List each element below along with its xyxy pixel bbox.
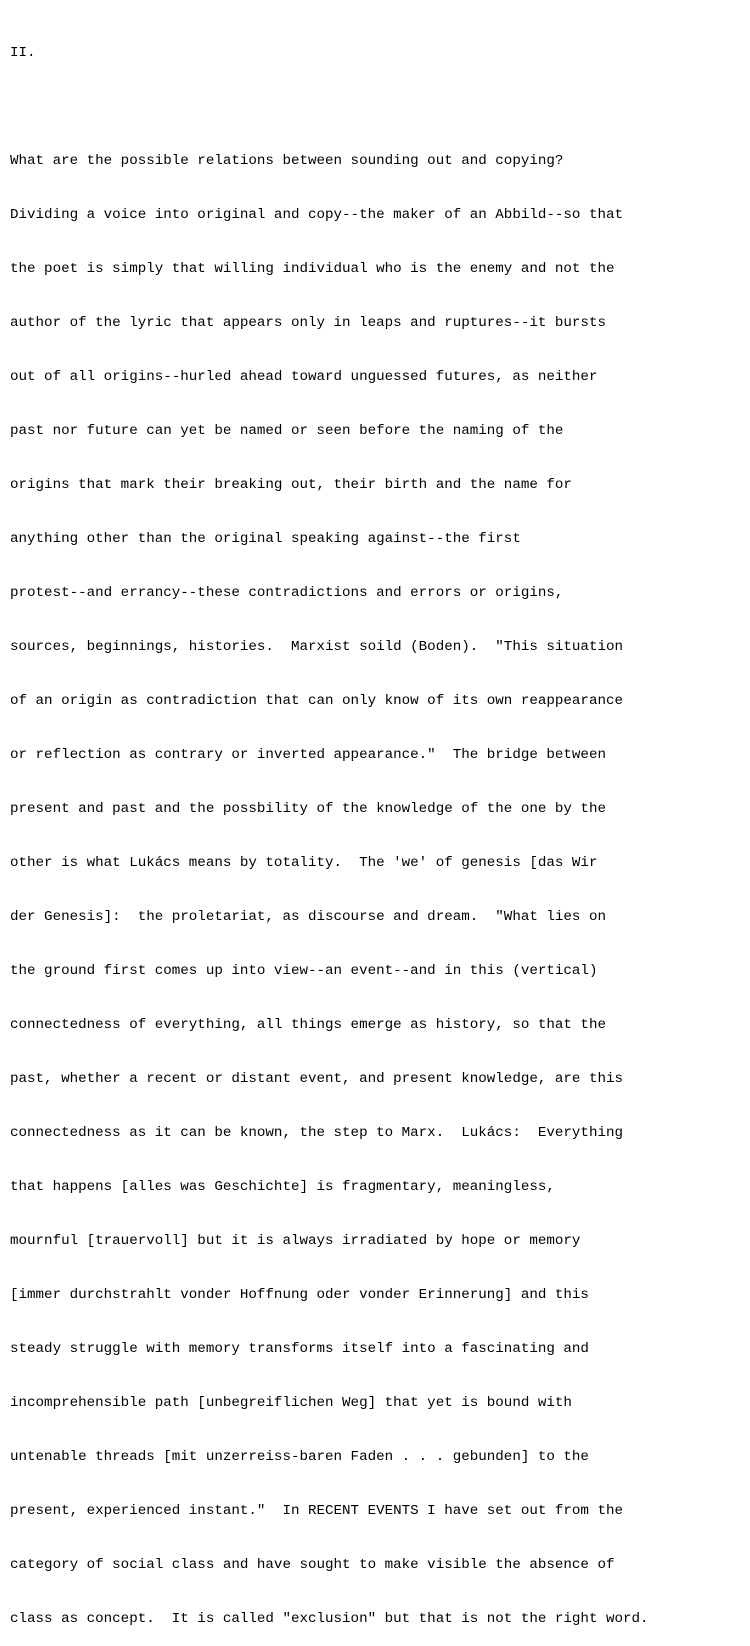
text-line: out of all origins--hurled ahead toward unguessed futures, as neither <box>10 369 598 385</box>
text-line: der Genesis]: the proletariat, as discourse and dream. "What lies on <box>10 909 606 925</box>
text-line: protest--and errancy--these contradictions and errors or origins, <box>10 585 564 601</box>
text-line: of an origin as contradiction that can only know of its own reappearance <box>10 693 623 709</box>
document-body <box>10 8 744 1646</box>
text-line: incomprehensible path [unbegreiflichen Weg] that yet is bound with <box>10 1395 572 1411</box>
text-line: other is what Lukács means by totality. The 'we' of genesis [das Wir <box>10 855 598 871</box>
text-line: [immer durchstrahlt vonder Hoffnung oder vonder Erinnerung] and this <box>10 1287 589 1303</box>
text-line: category of social class and have sought to make visible the absence of <box>10 1557 615 1573</box>
text-line: What are the possible relations between sounding out and copying? <box>10 153 564 169</box>
text-line: the ground first comes up into view--an event--and in this (vertical) <box>10 963 598 979</box>
text-line: that happens [alles was Geschichte] is fragmentary, meaningless, <box>10 1179 555 1195</box>
text-line: untenable threads [mit unzerreiss-baren Faden . . . gebunden] to the <box>10 1449 589 1465</box>
text-line: present and past and the possbility of the knowledge of the one by the <box>10 801 606 817</box>
blank-line <box>10 98 744 116</box>
text-line: present, experienced instant." In RECENT EVENTS I have set out from the <box>10 1503 623 1519</box>
text-line: sources, beginnings, histories. Marxist soild (Boden). "This situation <box>10 639 623 655</box>
text-line: past nor future can yet be named or seen before the naming of the <box>10 423 564 439</box>
text-line: steady struggle with memory transforms itself into a fascinating and <box>10 1341 589 1357</box>
text-line: connectedness of everything, all things emerge as history, so that the <box>10 1017 606 1033</box>
text-line: or reflection as contrary or inverted appearance." The bridge between <box>10 747 606 763</box>
text-line: connectedness as it can be known, the step to Marx. Lukács: Everything <box>10 1125 623 1141</box>
section-heading: II. <box>10 45 36 61</box>
text-line: mournful [trauervoll] but it is always irradiated by hope or memory <box>10 1233 581 1249</box>
text-line: Dividing a voice into original and copy--the maker of an Abbild--so that <box>10 207 623 223</box>
text-line: past, whether a recent or distant event, and present knowledge, are this <box>10 1071 623 1087</box>
text-line: the poet is simply that willing individual who is the enemy and not the <box>10 261 615 277</box>
text-line: anything other than the original speaking against--the first <box>10 531 521 547</box>
text-line: author of the lyric that appears only in leaps and ruptures--it bursts <box>10 315 606 331</box>
text-line: origins that mark their breaking out, their birth and the name for <box>10 477 572 493</box>
text-line: class as concept. It is called "exclusion" but that is not the right word. <box>10 1611 649 1627</box>
